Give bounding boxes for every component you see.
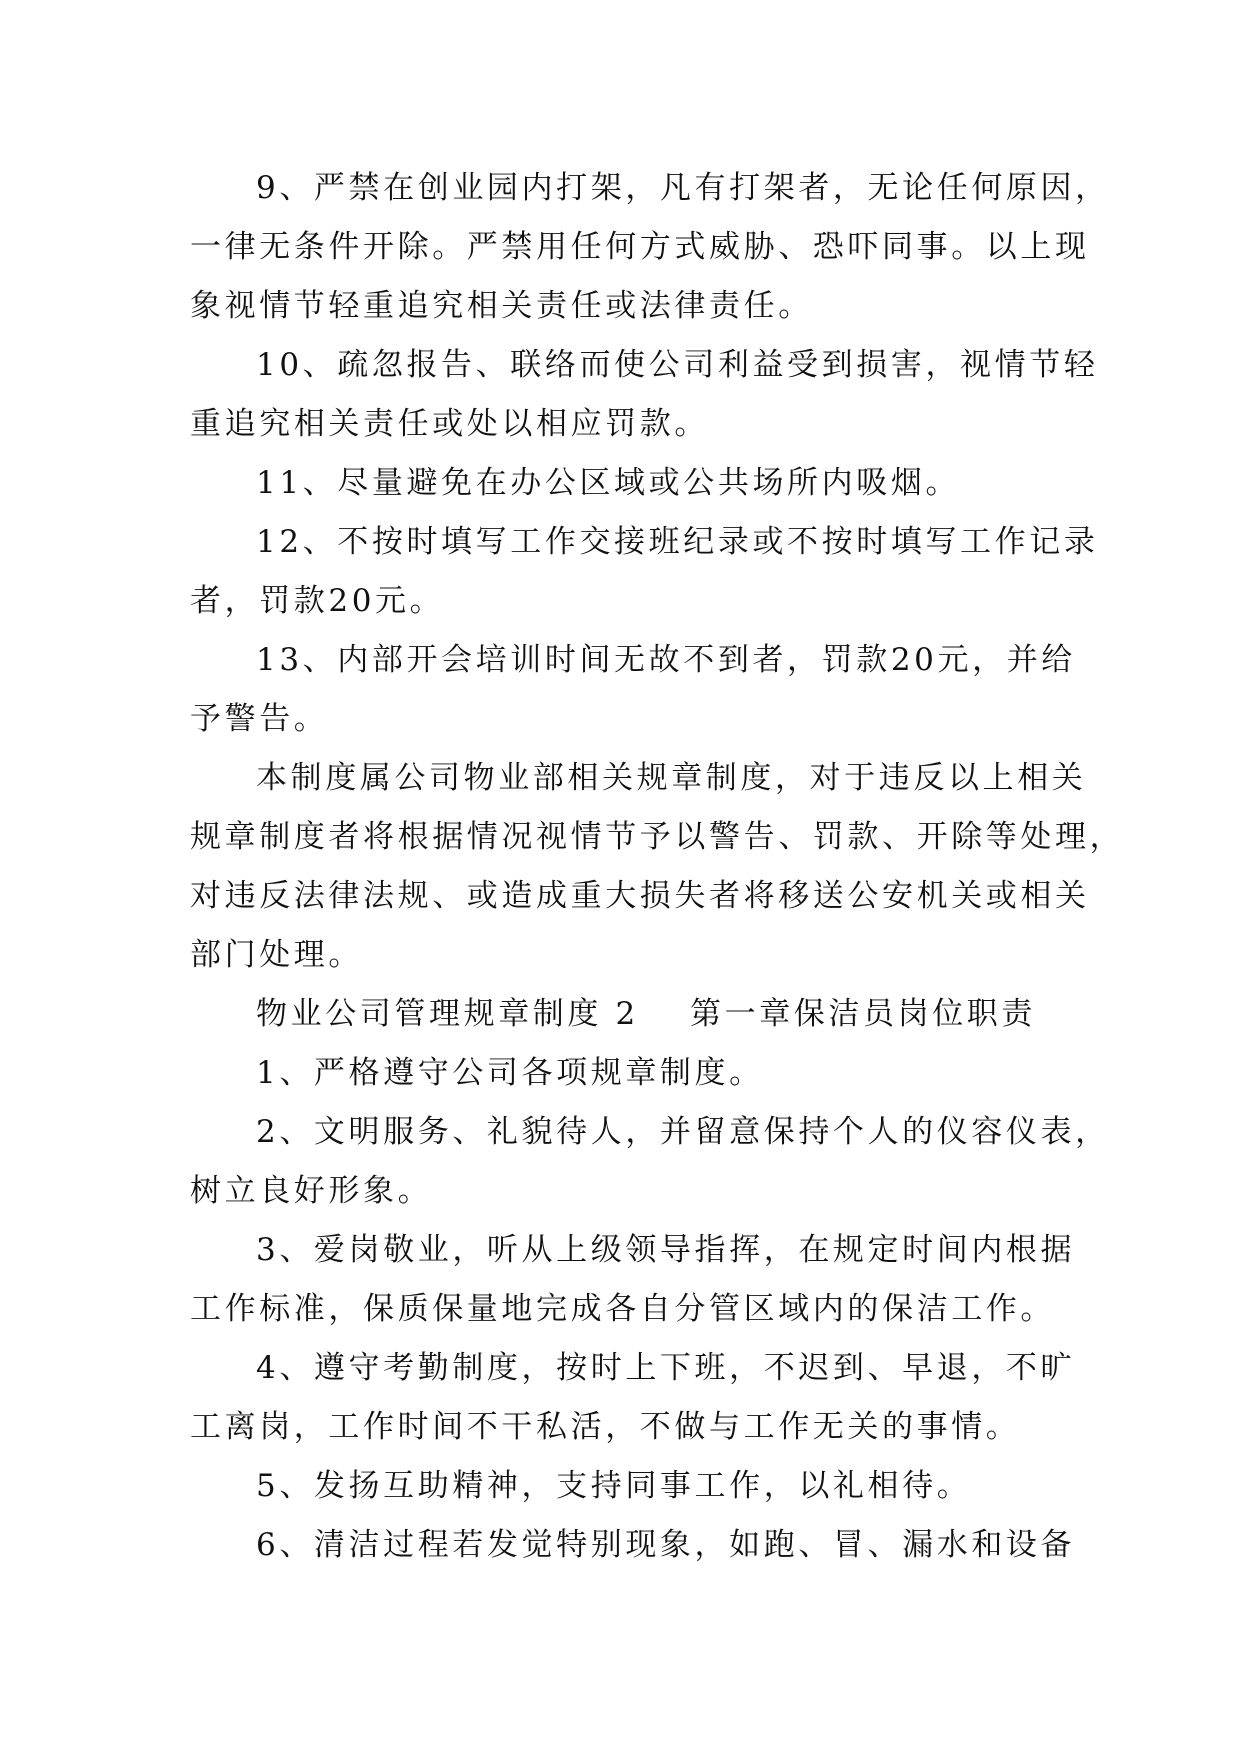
rule-13-line-1: 13、内部开会培训时间无故不到者，罚款20元，并给	[256, 642, 1076, 678]
summary-line-2: 规章制度者将根据情况视情节予以警告、罚款、开除等处理，	[190, 819, 1125, 855]
summary-line-3: 对违反法律法规、或造成重大损失者将移送公安机关或相关	[190, 878, 1090, 914]
duty-4-line-2: 工离岗，工作时间不干私活，不做与工作无关的事情。	[190, 1409, 1021, 1445]
rule-9-line-2: 一律无条件开除。严禁用任何方式威胁、恐吓同事。以上现	[190, 229, 1090, 265]
rule-12-line-1: 12、不按时填写工作交接班纪录或不按时填写工作记录	[256, 524, 1099, 560]
summary-line-4: 部门处理。	[190, 937, 363, 973]
rule-10-line-2: 重追究相关责任或处以相应罚款。	[190, 406, 709, 442]
duty-2-line-2: 树立良好形象。	[190, 1173, 433, 1209]
duty-4-line-1: 4、遵守考勤制度，按时上下班，不迟到、早退，不旷	[256, 1350, 1076, 1386]
duty-3-line-1: 3、爱岗敬业，听从上级领导指挥，在规定时间内根据	[256, 1232, 1076, 1268]
section-heading: 物业公司管理规章制度 2	[256, 996, 639, 1032]
duty-1-line-1: 1、严格遵守公司各项规章制度。	[256, 1055, 764, 1091]
rule-9-line-1: 9、严禁在创业园内打架，凡有打架者，无论任何原因，	[256, 170, 1110, 206]
rule-11-line-1: 11、尽量避免在办公区域或公共场所内吸烟。	[256, 465, 961, 501]
rule-9-line-3: 象视情节轻重追究相关责任或法律责任。	[190, 288, 813, 324]
rule-10-line-1: 10、疏忽报告、联络而使公司利益受到损害，视情节轻	[256, 347, 1099, 383]
rule-13-line-2: 予警告。	[190, 701, 329, 737]
chapter-title: 第一章保洁员岗位职责	[690, 996, 1036, 1032]
duty-2-line-1: 2、文明服务、礼貌待人，并留意保持个人的仪容仪表，	[256, 1114, 1110, 1150]
rule-12-line-2: 者，罚款20元。	[190, 583, 445, 619]
duty-3-line-2: 工作标准，保质保量地完成各自分管区域内的保洁工作。	[190, 1291, 1055, 1327]
summary-line-1: 本制度属公司物业部相关规章制度，对于违反以上相关	[256, 760, 1087, 796]
duty-6-line-1: 6、清洁过程若发觉特别现象，如跑、冒、漏水和设备	[256, 1527, 1076, 1563]
duty-5-line-1: 5、发扬互助精神，支持同事工作，以礼相待。	[256, 1468, 972, 1504]
